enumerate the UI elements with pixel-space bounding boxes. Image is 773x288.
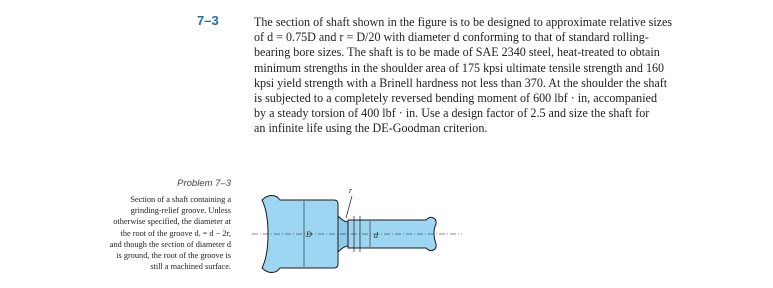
caption-line: Section of a shaft containing a — [130, 195, 231, 204]
label-D: D — [306, 230, 312, 239]
caption-line: the root of the groove dᵣ = d − 2r, — [120, 228, 231, 238]
caption-line: is ground, the root of the groove is — [116, 251, 231, 261]
problem-line: bearing bore sizes. The shaft is to be made of SAE 2340 steel, heat-treated to obtain — [254, 45, 660, 60]
problem-line: minimum strengths in the shoulder area of 175 kpsi ultimate tensile strength and 160 — [254, 60, 665, 75]
label-d: d — [374, 231, 378, 240]
radius-leader — [346, 196, 352, 218]
figure-caption-title: Problem 7–3 — [177, 178, 231, 189]
shaft-figure — [250, 182, 465, 286]
figure-caption — [0, 194, 231, 272]
caption-line: otherwise specified, the diameter at — [113, 217, 231, 227]
caption-line: and though the section of diameter d — [109, 239, 231, 249]
problem-statement — [254, 15, 673, 137]
problem-number: 7–3 — [197, 13, 219, 28]
problem-line: of d = 0.75D and r = D/20 with diameter d conforming to that of standard rolling- — [254, 30, 649, 45]
problem-line: by a steady torsion of 400 lbf · in. Use a design factor of 2.5 and size the shaft for — [254, 106, 650, 121]
problem-line: an infinite life using the DE-Goodman criterion. — [254, 121, 488, 136]
label-r: r — [349, 186, 353, 195]
problem-line: is subjected to a completely reversed bending moment of 600 lbf · in, accompanied — [254, 91, 658, 106]
caption-line: still a machined surface. — [150, 262, 231, 272]
problem-line: The section of shaft shown in the figure is to be designed to approximate relative sizes — [254, 15, 673, 29]
caption-line: grinding-relief groove. Unless — [130, 206, 231, 216]
problem-line: kpsi yield strength with a Brinell hardness not less than 370. At the shoulder the shaft — [254, 75, 668, 90]
